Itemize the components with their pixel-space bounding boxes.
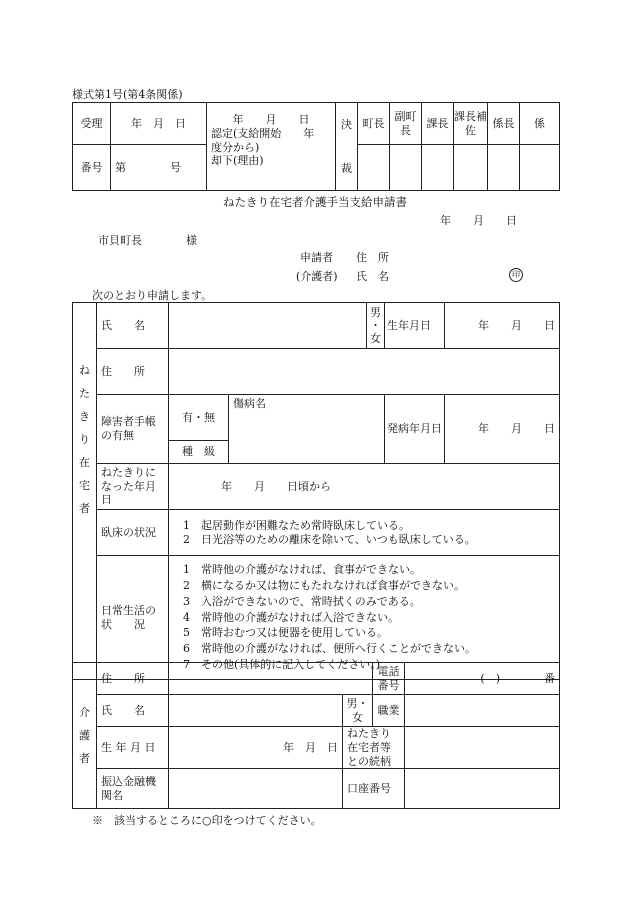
handbook-label: 障害者手帳の有無	[97, 395, 169, 464]
number-label: 番号	[73, 145, 111, 191]
caregiver-table	[72, 662, 560, 809]
onset-field[interactable]: 年 月 日	[445, 395, 560, 464]
footnote: ※ 該当するところに○印をつけてください。	[92, 814, 322, 827]
daily-option[interactable]: 3 入浴ができないので、常時拭くのみである。	[183, 594, 421, 608]
daily-option[interactable]: 5 常時おむつ又は便器を使用している。	[183, 626, 388, 640]
approval-table	[72, 102, 560, 191]
document-title: ねたきり在宅者介護手当支給申請書	[223, 195, 407, 209]
side-char: 在	[79, 456, 90, 469]
kessai-top: 決	[341, 117, 352, 131]
caregiver-address-label: 住 所	[97, 663, 169, 695]
seal-label: 印	[509, 268, 523, 282]
caregiver-side-label	[73, 663, 97, 809]
caregiver-birth-field[interactable]: 年 月 日	[169, 727, 343, 769]
illness-field[interactable]	[229, 395, 385, 464]
caregiver-address-field[interactable]	[169, 663, 373, 695]
daily-option[interactable]: 6 常時他の介護がなければ、便所へ行くことができない。	[183, 642, 476, 656]
sex-select[interactable]	[367, 303, 385, 349]
bed-status-option[interactable]: 1 起居動作が困難なため常時臥床している。	[183, 518, 410, 532]
number-value[interactable]: 第 号	[111, 145, 207, 191]
kessai-label	[336, 103, 358, 191]
daily-option[interactable]: 1 常時他の介護がなければ、食事ができない。	[183, 562, 421, 576]
stamp-label-staff: 係	[520, 103, 560, 145]
bedridden-date-field[interactable]: 年 月 日頃から	[169, 464, 560, 510]
sex-male: 男	[370, 305, 381, 319]
bed-status-label: 臥床の状況	[97, 510, 169, 556]
stamp-box-vice[interactable]	[390, 145, 422, 191]
intro-text: 次のとおり申請します。	[92, 289, 213, 302]
bed-status-option[interactable]: 2 日光浴等のための離床を除いて、いつも臥床している。	[183, 532, 476, 546]
account-label: 口座番号	[343, 769, 405, 809]
daily-label-line: 日常生活の	[101, 603, 156, 617]
stamp-label-subsection: 係長	[488, 103, 520, 145]
account-field[interactable]	[405, 769, 560, 809]
side-char: ね	[79, 364, 90, 377]
decision-line-1: 認定(支給開始 年	[211, 126, 315, 140]
daily-options[interactable]	[169, 556, 560, 680]
decision-cell[interactable]	[207, 103, 336, 191]
bank-label: 振込金融機関名	[97, 769, 169, 809]
relation-field[interactable]	[405, 727, 560, 769]
applicant-address-label: 住 所	[356, 251, 389, 264]
onset-label: 発病年月日	[385, 395, 445, 464]
daily-option[interactable]: 4 常時他の介護がなければ入浴できない。	[183, 610, 399, 624]
address-label: 住 所	[97, 349, 169, 395]
bedridden-side-label	[73, 303, 97, 680]
receipt-label: 受理	[73, 103, 111, 145]
daily-option[interactable]: 7 その他(具体的に記入してください。)	[183, 658, 381, 672]
stamp-label-section: 課長	[422, 103, 454, 145]
handbook-grade[interactable]: 種 級	[169, 441, 229, 464]
form-number: 様式第1号(第4条関係)	[72, 88, 183, 101]
phone-field[interactable]: ( ) 番	[405, 663, 560, 695]
relation-label: ねたきり在宅者等との続柄	[343, 727, 405, 769]
illness-label: 傷病名	[233, 397, 266, 410]
bed-status-options[interactable]	[169, 510, 560, 556]
side-char: 者	[79, 502, 90, 515]
caregiver-name-label: 氏 名	[97, 695, 169, 727]
name-field[interactable]	[169, 303, 367, 349]
stamp-label-assistant: 課長補佐	[454, 103, 488, 145]
daily-label-line: 状 況	[101, 617, 145, 631]
bedridden-table	[72, 302, 560, 680]
bank-field[interactable]	[169, 769, 343, 809]
phone-label: 電話番号	[373, 663, 405, 695]
address-field[interactable]	[169, 349, 560, 395]
side-char: き	[79, 410, 90, 423]
sex-dot: ・	[370, 318, 381, 332]
application-date[interactable]: 年 月 日	[440, 214, 517, 227]
birth-label: 生年月日	[385, 303, 445, 349]
side-char: 者	[79, 752, 90, 766]
side-char: り	[79, 433, 90, 446]
receipt-date[interactable]: 年 月 日	[111, 103, 207, 145]
side-char: 宅	[79, 479, 90, 492]
decision-date: 年 月 日	[232, 113, 310, 126]
applicant-label: 申請者	[300, 251, 333, 264]
kessai-bottom: 裁	[341, 161, 352, 175]
birth-field[interactable]: 年 月 日	[445, 303, 560, 349]
side-char: た	[79, 387, 90, 400]
stamp-label-vice: 副町長	[390, 103, 422, 145]
decision-line-3: 却下(理由)	[211, 154, 264, 168]
stamp-box-subsection[interactable]	[488, 145, 520, 191]
caregiver-name-field[interactable]	[169, 695, 343, 727]
daily-option[interactable]: 2 横になるか又は物にもたれなければ食事ができない。	[183, 578, 465, 592]
addressee: 市貝町長 様	[98, 234, 197, 247]
side-char: 護	[79, 729, 90, 743]
decision-line-2: 度分から)	[211, 140, 260, 154]
stamp-box-assistant[interactable]	[454, 145, 488, 191]
job-label: 職業	[373, 695, 405, 727]
stamp-box-staff[interactable]	[520, 145, 560, 191]
job-field[interactable]	[405, 695, 560, 727]
side-char: 介	[79, 706, 90, 720]
caregiver-birth-label: 生 年 月 日	[97, 727, 169, 769]
applicant-name-label: 氏 名	[356, 270, 389, 283]
handbook-yesno[interactable]: 有・無	[169, 395, 229, 441]
stamp-box-section[interactable]	[422, 145, 454, 191]
seal-icon	[509, 267, 523, 282]
applicant-caregiver-label: (介護者)	[296, 270, 338, 283]
sex-female: 女	[370, 332, 381, 346]
caregiver-sex-select[interactable]: 男・女	[343, 695, 373, 727]
daily-label	[97, 556, 169, 680]
stamp-label-chief: 町長	[358, 103, 390, 145]
name-label: 氏 名	[97, 303, 169, 349]
bedridden-date-label: ねたきりになった年月日	[97, 464, 169, 510]
stamp-box-chief[interactable]	[358, 145, 390, 191]
